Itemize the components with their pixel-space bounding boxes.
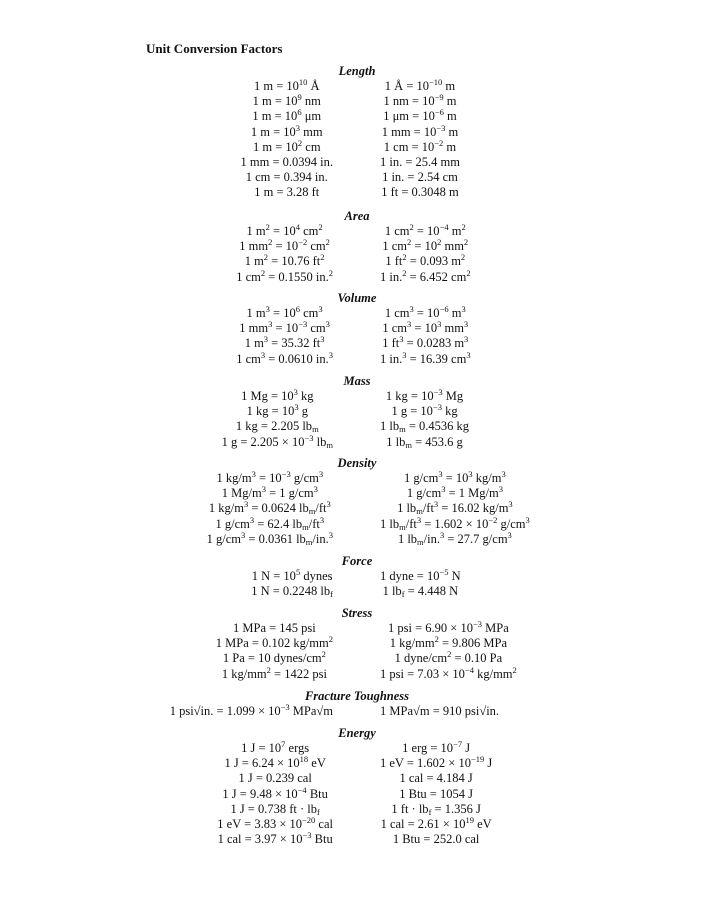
conversion-line: 1 kg = 2.205 $lb_m$ <box>235 419 319 435</box>
conversion-line: 1 in. = 2.54 cm <box>382 170 458 185</box>
conversion-line: 1 cal = 4.184 J <box>399 771 473 786</box>
length-left-column <box>241 79 333 201</box>
conversion-line: 1 $g/cm^3 = 62.4$ $lb_m/ft^3$ <box>215 514 325 532</box>
section-heading-energy: Energy <box>338 726 376 740</box>
conversion-line: 1 $m = 10^{10}$ Å <box>253 77 320 93</box>
conversion-line: 1 $Mg/m^3 = 1$ $g/cm^3$ <box>221 484 318 501</box>
section-heading-area: Area <box>344 209 370 223</box>
conversion-line: 1 cal = $2.61 \times 10^{19}$ eV <box>380 815 492 832</box>
conversion-line: 1 $mm^2 = 10^{-2}$ $cm^2$ <box>239 237 330 254</box>
conversion-line: 1 $lb_m = 453.6$ g <box>386 434 463 450</box>
conversion-line: 1 Pa = 10 dynes/$cm^2$ <box>222 649 326 666</box>
conversion-line: 1 $kg/mm^2 = 9.806$ MPa <box>389 634 507 651</box>
conversion-line: 1 psi = $6.90 \times 10^{-3}$ MPa <box>388 619 509 635</box>
conversion-line: 1 $lb_m/ft^3 = 16.02$ $kg/m^3$ <box>397 499 513 517</box>
conversion-line: 1 kg = $10^{-3}$ Mg <box>385 387 464 403</box>
conversion-line: 1 $g/cm^3 = 1$ $Mg/m^3$ <box>406 484 503 501</box>
conversion-line: 1 $g/cm^3 = 10^3$ $kg/m^3$ <box>403 469 506 485</box>
conversion-line: 1 $lb_m = 0.4536$ kg <box>380 419 470 435</box>
conversion-line: 1 J = 0.239 cal <box>238 771 312 786</box>
conversion-line: 1 $m^3 = 10^6$ $cm^3$ <box>246 304 323 320</box>
conversion-line: 1 dyne/$cm^2 = 0.10$ Pa <box>394 649 503 666</box>
conversion-line: 1 $N = 10^5$ dynes <box>251 567 333 583</box>
volume-right-column <box>380 306 471 367</box>
conversion-line: 1 nm = $10^{-9}$ m <box>383 92 457 109</box>
conversion-line: 1 ft · $lb_f = 1.356$ J <box>391 801 481 817</box>
conversion-line: 1 $m = 10^2$ cm <box>252 137 321 154</box>
conversion-line: 1 in.$^3$ = 16.39 $cm^3$ <box>380 349 471 366</box>
conversion-line: 1 $cm^2 = 10^{-4}$ $m^2$ <box>384 222 466 238</box>
conversion-line: 1 $m = 10^3$ mm <box>250 122 323 139</box>
mass-right-column <box>380 389 469 450</box>
conversion-line: 1 in. = 25.4 mm <box>380 155 460 170</box>
length-right-column <box>380 79 460 201</box>
conversion-line: 1 psi = $7.03 \times 10^{-4}$ $kg/mm^2$ <box>380 664 517 681</box>
conversion-line: 1 kg = $10^3$ g <box>246 402 308 419</box>
page-title: Unit Conversion Factors <box>146 41 283 56</box>
conversion-line: 1 cal = $3.97 \times 10^{-3}$ Btu <box>217 830 333 847</box>
conversion-line: 1 MPa = 145 psi <box>233 621 316 635</box>
conversion-line: 1 $kg/m^3 = 0.0624$ $lb_m/ft^3$ <box>208 499 331 517</box>
conversion-line: 1 Btu = 252.0 cal <box>392 832 480 847</box>
conversion-line: 1 $m^3 = 35.32$ $ft^3$ <box>244 334 325 351</box>
conversion-line: 1 MPa√m = 910 psi√in. <box>380 704 500 718</box>
conversion-line: 1 Btu = 1054 J <box>399 786 473 801</box>
conversion-line: 1 N = 0.2248 $lb_f$ <box>251 584 333 600</box>
conversion-line: 1 $kg/m^3 = 10^{-3}$ $g/cm^3$ <box>216 469 324 485</box>
energy-left-column <box>217 741 333 847</box>
conversion-line: 1 $J = 10^7$ ergs <box>241 739 310 755</box>
conversion-line: 1 in.$^2$ = 6.452 $cm^2$ <box>380 267 471 284</box>
conversion-line: 1 psi√in. = $1.099 \times 10^{-3}$ MPa√m <box>169 702 333 718</box>
conversion-line: 1 $lb_m/ft^3 = 1.602 \times 10^{-2}$ $g/cm^3$ <box>380 514 530 532</box>
conversion-line: 1 $cm^2 = 10^2$ $mm^2$ <box>382 237 469 254</box>
section-heading-stress: Stress <box>341 606 373 620</box>
conversion-line: 1 $m = 10^9$ nm <box>252 92 321 109</box>
conversion-line: 1 $J = 6.24 \times 10^{18}$ eV <box>224 754 326 771</box>
conversion-line: 1 $lb_f = 4.448$ N <box>382 584 459 600</box>
conversion-line: 1 $mm^3 = 10^{-3}$ $cm^3$ <box>239 319 330 336</box>
conversion-line: 1 J = 0.738 ft · $lb_f$ <box>230 801 320 817</box>
conversion-line: 1 $cm^3 = 10^3$ $mm^3$ <box>382 319 469 336</box>
conversion-line: 1 $ft^3 = 0.0283$ $m^3$ <box>382 334 469 351</box>
conversion-line: 1 cm = $10^{-2}$ m <box>383 137 457 154</box>
conversion-line: 1 $kg/mm^2 = 1422$ psi <box>221 664 327 681</box>
stress-right-column <box>380 621 517 682</box>
conversion-line: 1 $Mg = 10^3$ kg <box>241 387 314 403</box>
conversion-line: 1 $\mu m = 10^{-6}$ m <box>383 107 457 124</box>
energy-right-column <box>380 741 492 847</box>
conversion-line: 1 dyne = $10^{-5}$ N <box>380 567 461 583</box>
conversion-line: 1 $J = 9.48 \times 10^{-4}$ Btu <box>222 784 328 801</box>
section-heading-volume: Volume <box>337 291 377 305</box>
section-heading-length: Length <box>338 64 376 78</box>
conversion-line: 1 $cm^3 = 10^{-6}$ $m^3$ <box>384 304 466 320</box>
section-heading-force: Force <box>341 554 373 568</box>
volume-left-column <box>236 306 333 367</box>
conversion-line: 1 ft = 0.3048 m <box>381 185 459 200</box>
conversion-line: 1 Å = $10^{-10}$ m <box>384 77 456 93</box>
mass-left-column <box>222 389 333 450</box>
conversion-line: 1 $g = 2.205 \times 10^{-3}$ $lb_m$ <box>221 432 333 450</box>
conversion-line: 1 $ft^2 = 0.093$ $m^2$ <box>385 252 466 269</box>
conversion-line: 1 $lb_m/in.^3 = 27.7$ $g/cm^3$ <box>397 529 512 547</box>
area-left-column <box>236 224 333 285</box>
conversion-line: 1 $g = 10^{-3}$ kg <box>391 402 458 419</box>
conversion-line: 1 $g/cm^3 = 0.0361$ $lb_m/in.^3$ <box>206 529 333 547</box>
conversion-line: 1 mm = $10^{-3}$ m <box>381 122 459 139</box>
conversion-line: 1 MPa = 0.102 $kg/mm^2$ <box>215 634 333 651</box>
fracture-toughness-left-column <box>170 704 333 719</box>
fracture-toughness-right-column <box>380 704 499 719</box>
force-left-column <box>251 569 333 599</box>
conversion-line: 1 cm = 0.394 in. <box>245 170 328 185</box>
force-right-column <box>380 569 461 599</box>
conversion-line: 1 eV = $3.83 \times 10^{-20}$ cal <box>217 815 333 832</box>
conversion-line: 1 erg = $10^{-7}$ J <box>402 739 471 755</box>
conversion-line: 1 eV = $1.602 \times 10^{-19}$ J <box>380 754 493 771</box>
section-heading-fracture-toughness: Fracture Toughness <box>304 689 410 703</box>
conversion-line: 1 mm = 0.0394 in. <box>240 155 333 170</box>
section-heading-mass: Mass <box>343 374 371 388</box>
conversion-line: 1 $m^2 = 10^4$ $cm^2$ <box>246 222 323 238</box>
conversion-line: 1 $cm^2 = 0.1550$ in.$^2$ <box>236 267 333 284</box>
section-heading-density: Density <box>337 456 377 470</box>
conversion-line: 1 $m^2 = 10.76$ $ft^2$ <box>244 252 325 269</box>
area-right-column <box>380 224 471 285</box>
conversion-line: 1 $cm^3 = 0.0610$ in.$^3$ <box>236 349 333 366</box>
conversion-line: 1 m = 3.28 ft <box>254 185 320 200</box>
density-right-column <box>380 471 530 547</box>
conversion-line: 1 $m = 10^6$ μm <box>252 107 322 124</box>
density-left-column <box>207 471 333 547</box>
stress-left-column <box>216 621 333 682</box>
